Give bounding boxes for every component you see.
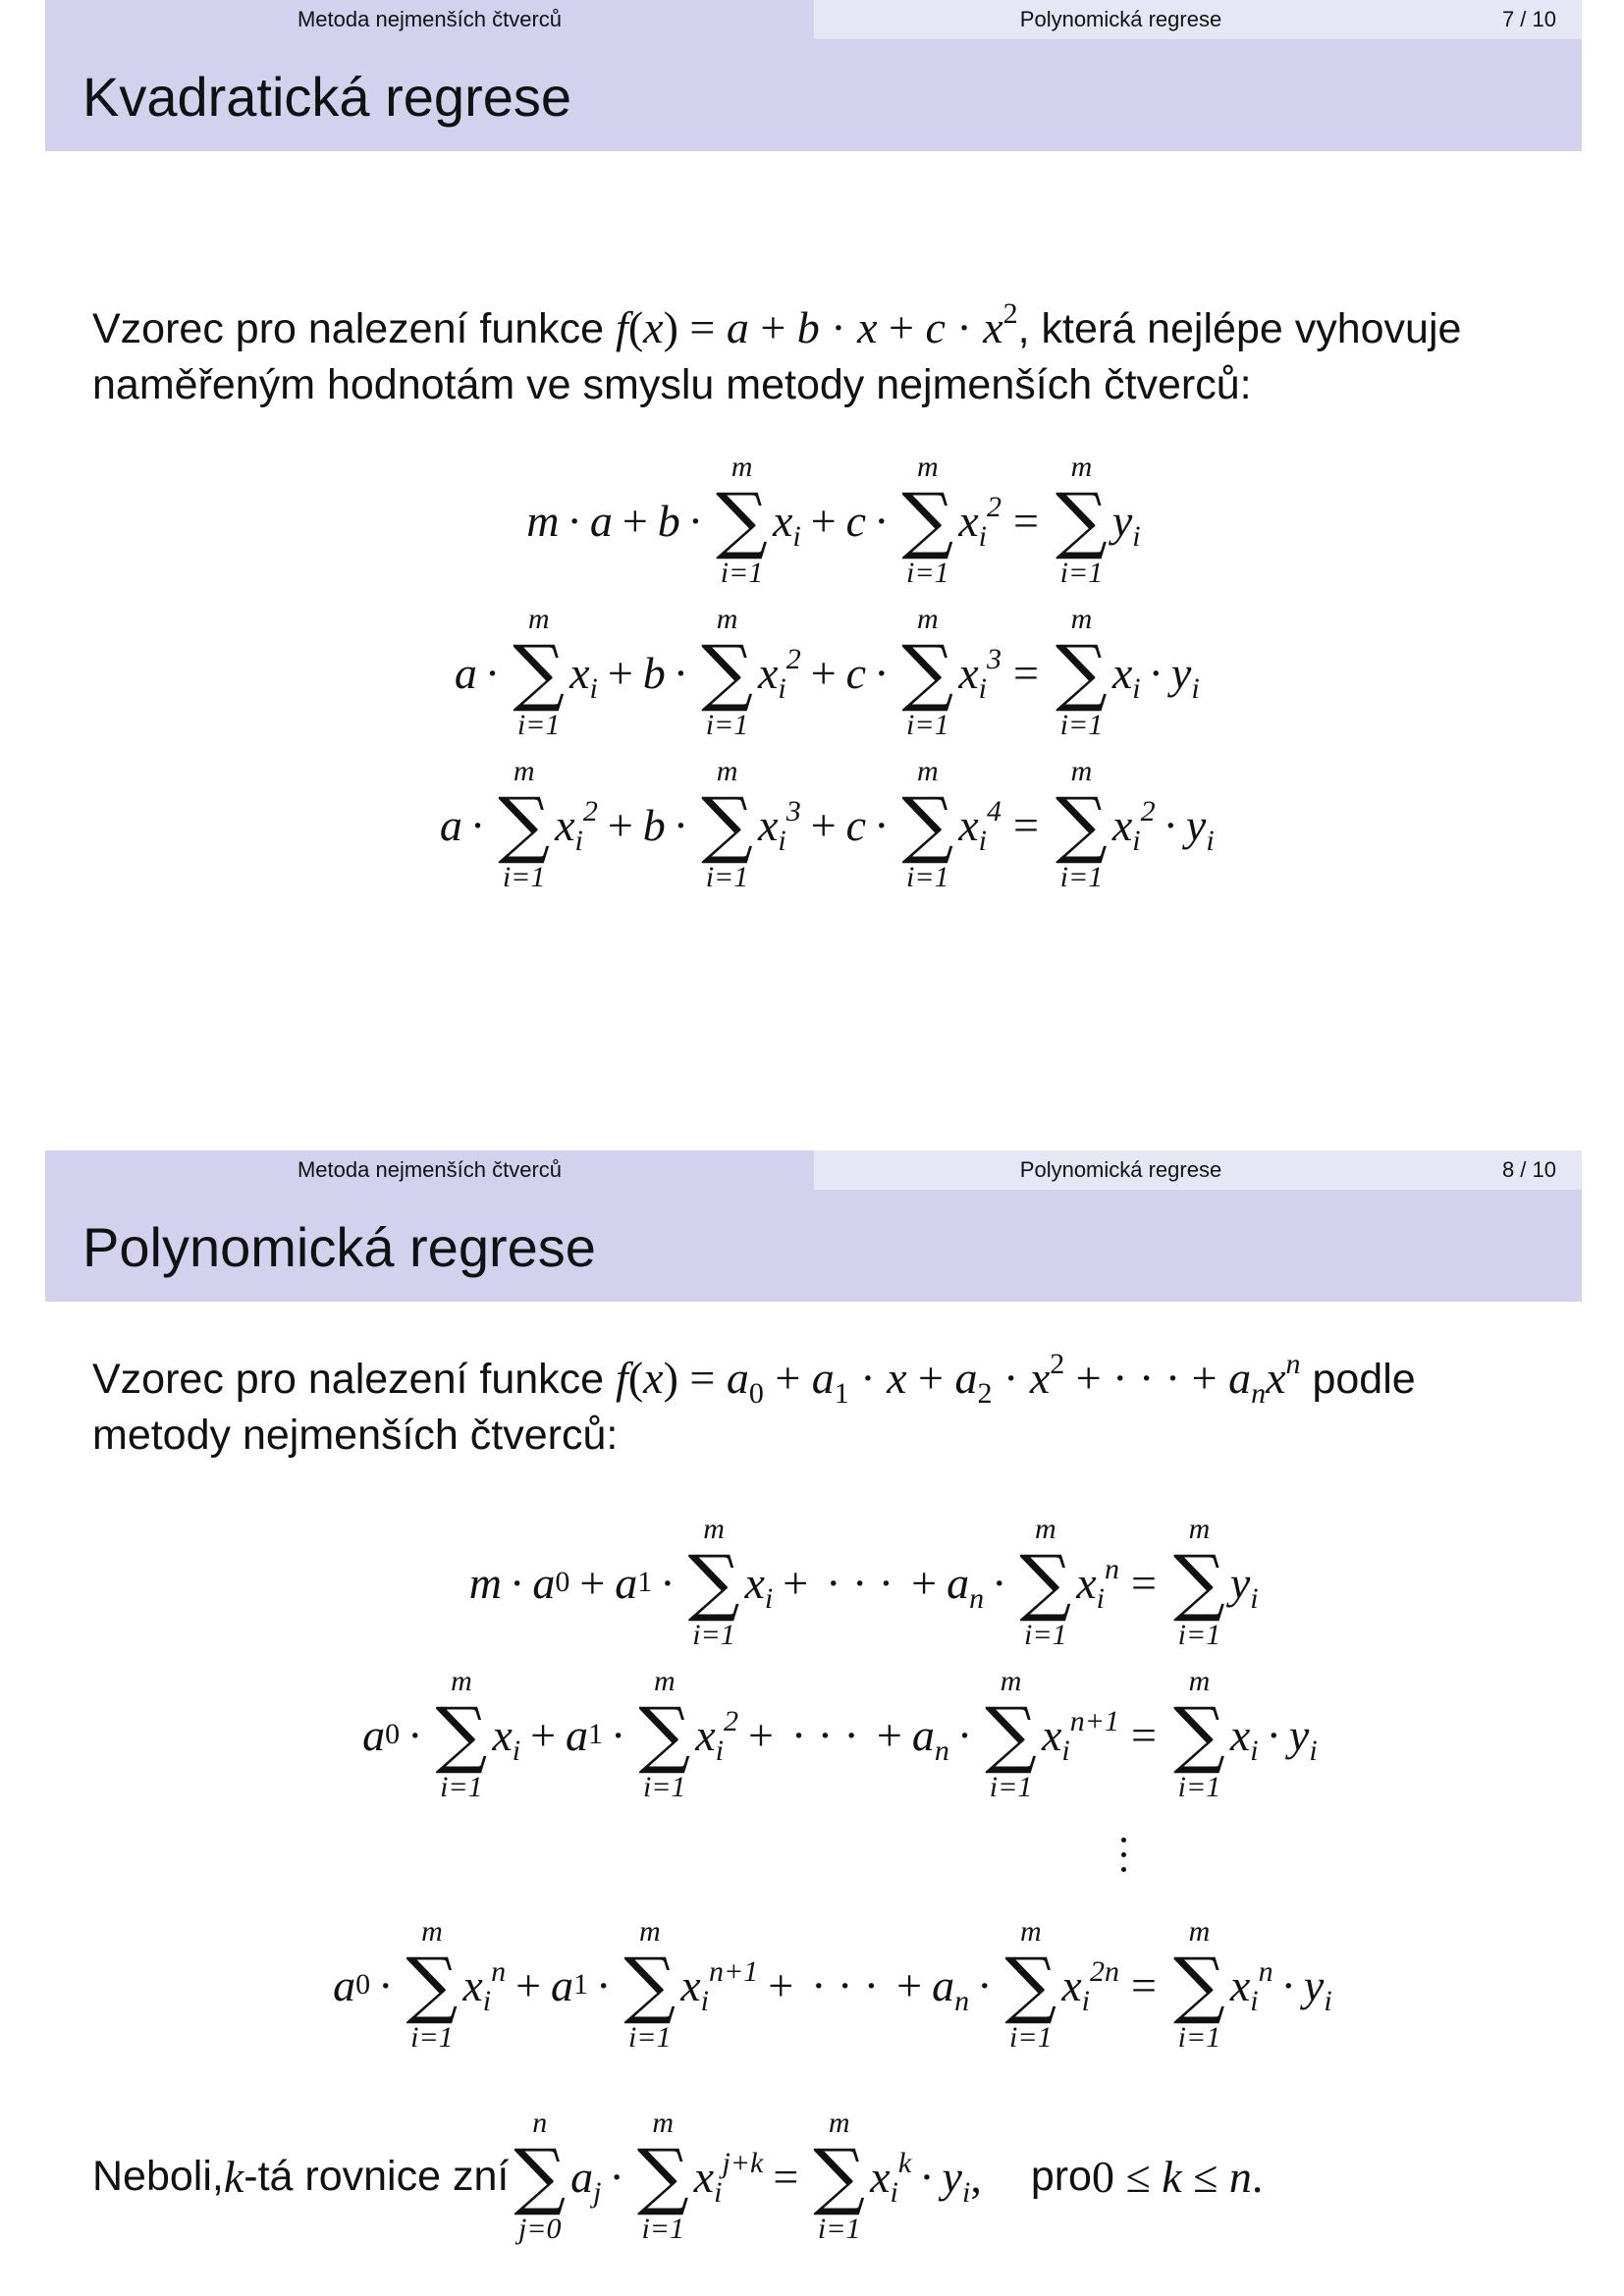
header-page-number: 8 / 10 bbox=[1501, 1157, 1556, 1182]
equation-rhs: m ∑ i=1 $x_i^n$ · $y_i$ bbox=[1173, 1915, 1332, 2054]
slide-header bbox=[45, 0, 1582, 39]
equation-row bbox=[0, 751, 1624, 898]
slide-title: Polynomická regrese bbox=[82, 1216, 596, 1278]
equation-lhs: a 0 · m ∑ i=1 $x_i^n$ + a 1 · m ∑ i=1 $x_i^{n+1}$ + · · · + $a_n$ · m ∑ i=1 $x_i^{2n}$ bbox=[333, 1915, 1119, 2054]
equation-lhs: m · a + b · m ∑ i=1 $x_i$ + c · m ∑ i=1 $x_i^2$ bbox=[526, 451, 1001, 589]
intro-line-2: naměřeným hodnotám ve smyslu metody nejmenších čtverců: bbox=[92, 361, 1252, 408]
slide-header bbox=[45, 1150, 1582, 1190]
header-left-panel bbox=[45, 0, 814, 39]
final-text-pro: pro bbox=[1030, 2152, 1092, 2200]
vertical-ellipsis bbox=[1121, 1838, 1126, 1872]
sum-symbol: m ∑ i=1 bbox=[985, 1665, 1037, 1803]
formula-f-quadratic: $f(x) = a + b \cdot x + c \cdot x^2$ bbox=[616, 297, 1018, 352]
sum-symbol: m ∑ i=1 bbox=[1173, 1915, 1225, 2054]
sum-symbol: m ∑ i=1 bbox=[513, 603, 566, 741]
equation-row bbox=[0, 1661, 1624, 1808]
header-topic: Metoda nejmenších čtverců bbox=[297, 7, 563, 31]
sum-symbol: m ∑ i=1 bbox=[716, 451, 768, 589]
title-bar bbox=[45, 1190, 1582, 1302]
equation-rhs: m ∑ i=1 $x_i^2$ · $y_i$ bbox=[1056, 755, 1215, 893]
equation-row bbox=[0, 1911, 1624, 2058]
equals-sign: = bbox=[1013, 647, 1039, 698]
formula-f-polynomial: $f(x) = a_0 + a_1 \cdot x + a_2 \cdot x^2$ + · · · + $a_nx^n$ bbox=[616, 1348, 1301, 1410]
sum-symbol: m ∑ i=1 bbox=[636, 2107, 689, 2245]
sum-symbol: m ∑ i=1 bbox=[498, 755, 551, 893]
intro-line-2: metody nejmenších čtverců: bbox=[92, 1412, 619, 1459]
variable-k: k bbox=[223, 2151, 244, 2202]
equation-rhs: m ∑ i=1 $y_i$ bbox=[1173, 1513, 1259, 1651]
sum-symbol: m ∑ i=1 bbox=[406, 1915, 459, 2054]
sum-symbol: m ∑ i=1 bbox=[1004, 1915, 1057, 2054]
equation-lhs: a · m ∑ i=1 $x_i$ + b · m ∑ i=1 $x_i^2$ + c · m ∑ i=1 $x_i^3$ bbox=[454, 603, 1001, 741]
sum-symbol: m ∑ i=1 bbox=[687, 1513, 740, 1651]
equation-row bbox=[0, 1509, 1624, 1656]
intro-text-after: podle bbox=[1300, 1356, 1416, 1403]
final-text-before: Neboli, bbox=[92, 2152, 224, 2200]
equation-row bbox=[0, 599, 1624, 746]
range-condition: 0 ≤ k ≤ n. bbox=[1091, 2151, 1264, 2202]
equation-lhs: a 0 · m ∑ i=1 $x_i$ + a 1 · m ∑ i=1 $x_i^2$ + · · · + $a_n$ · m ∑ i=1 $x_i^{n+1}$ bbox=[362, 1665, 1119, 1803]
general-equation-formula: n ∑ j=0 $a_j$ · m ∑ i=1 $x_i^{j+k}$ = m ∑ i=1 $x_i^k$ · $y_i$ , bbox=[514, 2107, 982, 2245]
slide-title: Kvadratická regrese bbox=[82, 66, 572, 128]
equals-sign: = bbox=[1131, 1557, 1157, 1608]
sum-symbol: m ∑ i=1 bbox=[1056, 451, 1108, 589]
sum-symbol: m ∑ i=1 bbox=[1019, 1513, 1072, 1651]
intro-text-before: Vzorec pro nalezení funkce bbox=[92, 1356, 617, 1403]
slide-polynomicka bbox=[0, 1150, 1624, 2296]
sum-symbol: m ∑ i=1 bbox=[638, 1665, 691, 1803]
sum-symbol: m ∑ i=1 bbox=[623, 1915, 677, 2054]
sum-symbol: m ∑ i=1 bbox=[1056, 603, 1108, 741]
equation-rhs: m ∑ i=1 $x_i$ · $y_i$ bbox=[1173, 1665, 1318, 1803]
equation-rhs: m ∑ i=1 $x_i$ · $y_i$ bbox=[1056, 603, 1200, 741]
intro-line-1 bbox=[92, 297, 1462, 354]
equation-row bbox=[0, 447, 1624, 594]
sum-symbol: m ∑ i=1 bbox=[701, 603, 753, 741]
general-equation-line bbox=[0, 2103, 1624, 2250]
intro-text-before: Vzorec pro nalezení funkce bbox=[92, 305, 617, 352]
equals-sign: = bbox=[1013, 799, 1039, 850]
header-left-panel bbox=[45, 1150, 814, 1190]
sum-symbol: m ∑ i=1 bbox=[1173, 1513, 1225, 1651]
sum-symbol: m ∑ i=1 bbox=[901, 451, 954, 589]
header-topic: Metoda nejmenších čtverců bbox=[297, 1157, 563, 1182]
equation-lhs: a · m ∑ i=1 $x_i^2$ + b · m ∑ i=1 $x_i^3$ + c · m ∑ i=1 $x_i^4$ bbox=[439, 755, 1001, 893]
sum-symbol: m ∑ i=1 bbox=[435, 1665, 488, 1803]
slide-kvadraticka bbox=[0, 0, 1624, 1080]
header-section: Polynomická regrese bbox=[1019, 7, 1222, 31]
equation-lhs: m · a 0 + a 1 · m ∑ i=1 $x_i$ + · · · + $a_n$ · m ∑ i=1 $x_i^n$ bbox=[468, 1513, 1119, 1651]
equation-rhs: m ∑ i=1 $y_i$ bbox=[1056, 451, 1141, 589]
title-bar bbox=[45, 39, 1582, 151]
equals-sign: = bbox=[1131, 1959, 1157, 2010]
sum-symbol: m ∑ i=1 bbox=[701, 755, 753, 893]
intro-line-1 bbox=[92, 1348, 1416, 1410]
header-page-number: 7 / 10 bbox=[1501, 7, 1556, 31]
general-equation bbox=[92, 2103, 1565, 2250]
header-section: Polynomická regrese bbox=[1019, 1157, 1222, 1182]
equals-sign: = bbox=[1013, 495, 1039, 546]
sum-symbol: n ∑ j=0 bbox=[514, 2107, 567, 2245]
sum-symbol: m ∑ i=1 bbox=[813, 2107, 866, 2245]
equals-sign: = bbox=[1131, 1709, 1157, 1760]
sum-symbol: m ∑ i=1 bbox=[901, 755, 954, 893]
sum-symbol: m ∑ i=1 bbox=[1173, 1665, 1225, 1803]
sum-symbol: m ∑ i=1 bbox=[901, 603, 954, 741]
sum-symbol: m ∑ i=1 bbox=[1056, 755, 1108, 893]
final-text-mid: -tá rovnice zní bbox=[244, 2152, 510, 2200]
intro-text-after: , která nejlépe vyhovuje bbox=[1017, 305, 1462, 352]
